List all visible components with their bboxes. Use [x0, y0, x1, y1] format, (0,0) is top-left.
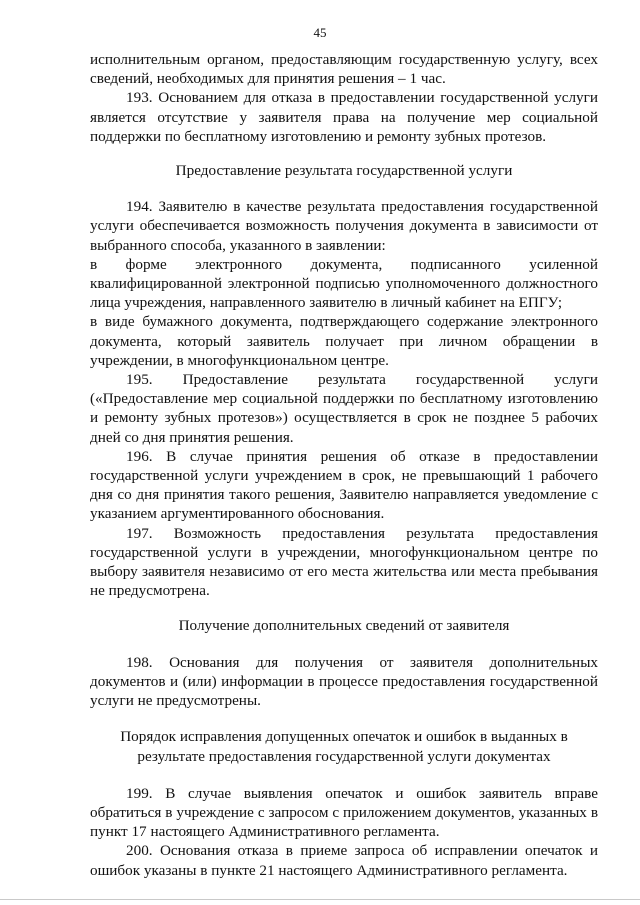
paragraph-198: 198. Основания для получения от заявителя дополнительных документов и (или) информации в процессе предоставления государственной услуги не предусмотрены. — [90, 653, 598, 710]
paragraph-195: 195. Предоставление результата государственной услуги («Предоставление мер социальной поддержки по бесплатному изготовлению и ремонту зубных протезов») осуществляется в срок не позднее 5 рабочих дней со дня принятия решения. — [90, 371, 598, 446]
paragraph-194: 194. Заявителю в качестве результата предоставления государственной услуги обеспечивается возможность получения документа в зависимости от выбранного способа, указанного в заявлении: — [90, 198, 598, 254]
paragraph-199: 199. В случае выявления опечаток и ошибок заявитель вправе обратиться в учреждение с запросом с приложением документов, указанных в пункт 17 настоящего Административного регламента. — [90, 784, 598, 841]
page-number: 45 — [313, 25, 327, 40]
paragraph-197: 197. Возможность предоставления результата предоставления государственной услуги в учреждении, многофункциональном центре по выбору заявителя независимо от его места жительства или места пребывания не предусмотрена. — [90, 524, 598, 600]
paragraph-continuation: исполнительным органом, предоставляющим государственную услугу, всех сведений, необходимых для принятия решения – 1 час. — [90, 51, 598, 88]
paragraph-194-option-electronic: в форме электронного документа, подписанного усиленной квалифицированной электронной подписью уполномоченного должностного лица учреждения, направленного заявителю в личный кабинет на ЕПГУ; — [90, 255, 598, 312]
document-body — [90, 50, 598, 880]
section-heading-result: Предоставление результата государственной услуги — [175, 162, 513, 180]
paragraph-200: 200. Основания отказа в приеме запроса об исправлении опечаток и ошибок указаны в пункте 21 настоящего Административного регламента. — [90, 842, 598, 879]
section-heading-corrections: Порядок исправления допущенных опечаток и ошибок в выданных в результате предоставления государственной услуги документах — [120, 728, 568, 765]
paragraph-193: 193. Основанием для отказа в предоставлении государственной услуги является отсутствие у заявителя права на получение мер социальной поддержки по бесплатному изготовлению и ремонту зубных протезов. — [90, 89, 598, 145]
paragraph-194-option-paper: в виде бумажного документа, подтверждающего содержание электронного документа, который заявитель получает при личном обращении в учреждении, в многофункциональном центре. — [90, 313, 598, 369]
page-bottom-edge — [0, 899, 640, 900]
paragraph-196: 196. В случае принятия решения об отказе в предоставлении государственной услуги учреждением в срок, не превышающий 1 рабочего дня со дня принятия такого решения, Заявителю направляется уведомление с указанием аргументированного обоснования. — [90, 447, 598, 523]
section-heading-additional-info: Получение дополнительных сведений от заявителя — [178, 617, 510, 635]
